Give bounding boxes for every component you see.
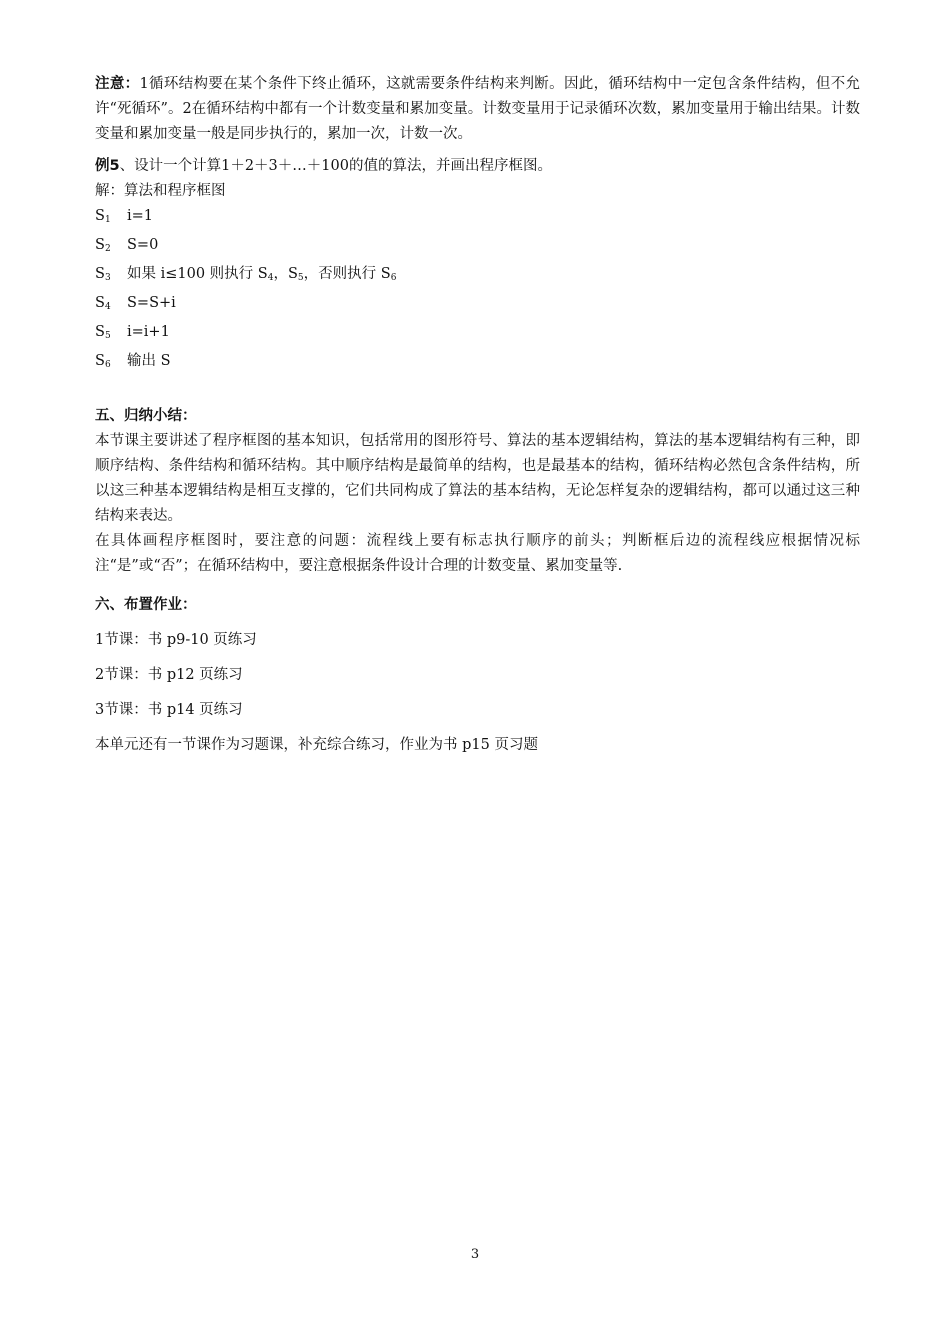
homework-item: 1节课：书 p9-10 页练习 — [95, 632, 257, 648]
section5-paragraph-2: 在具体画程序框图时，要注意的问题：流程线上要有标志执行顺序的前头；判断框后边的流程线应根据情况标注“是”或“否”；在循环结构中，要注意根据条件设计合理的计数变量、累加变量等. — [95, 533, 860, 574]
step-1-text: i=1 — [127, 208, 154, 224]
note-paragraph — [95, 72, 860, 147]
example5-title — [95, 154, 860, 179]
section6-heading: 六、布置作业： — [95, 597, 197, 613]
algorithm-steps — [95, 204, 860, 378]
step-4-text: S=S+i — [127, 295, 176, 311]
step-6: $S_6$ 输出 S — [95, 353, 171, 370]
example5-text: 、设计一个计算1＋2＋3＋…＋100的值的算法，并画出程序框图。 — [119, 158, 552, 174]
section5-paragraph-1: 本节课主要讲述了程序框图的基本知识，包括常用的图形符号、算法的基本逻辑结构，算法的基本逻辑结构有三种，即顺序结构、条件结构和循环结构。其中顺序结构是最简单的结构，也是最基本的结构，循环结构必然包含条件结构，所以这三种基本逻辑结构是相互支撑的，它们共同构成了算法的基本结构，无论怎样复杂的逻辑结构，都可以通过这三种结构来表达。 — [95, 433, 860, 524]
example5-label: 例5 — [95, 158, 120, 174]
page-content — [95, 72, 860, 758]
section5-heading: 五、归纳小结： — [95, 408, 197, 424]
step-5: $S_5$ i=i+1 — [95, 324, 170, 341]
example5-solution: 解：算法和程序框图 — [95, 183, 226, 199]
homework-item: 3节课：书 p14 页练习 — [95, 702, 243, 718]
step-5-text: i=i+1 — [127, 324, 170, 340]
note-label: 注意： — [95, 76, 140, 92]
homework-list — [95, 628, 860, 758]
homework-item: 本单元还有一节课作为习题课，补充综合练习，作业为书 p15 页习题 — [95, 737, 538, 753]
page-number: 3 — [470, 1247, 480, 1262]
note-text: 1循环结构要在某个条件下终止循环，这就需要条件结构来判断。因此，循环结构中一定包含条件结构，但不允许“死循环”。2在循环结构中都有一个计数变量和累加变量。计数变量用于记录循环次数，累加变量用于输出结果。计数变量和累加变量一般是同步执行的，累加一次，计数一次。 — [95, 76, 860, 142]
step-6-text: 输出 S — [127, 353, 171, 369]
step-2: $S_2$ S=0 — [95, 237, 159, 254]
step-3: $S_3$ 如果 i≤100 则执行 $S_4$，$S_5$，否则执行 $S_6$ — [95, 266, 397, 283]
step-3-text: 如果 i≤100 则执行 $S_4$，$S_5$，否则执行 $S_6$ — [127, 266, 397, 283]
step-4: $S_4$ S=S+i — [95, 295, 176, 312]
homework-item: 2节课：书 p12 页练习 — [95, 667, 243, 683]
step-2-text: S=0 — [127, 237, 159, 253]
step-1: $S_1$ i=1 — [95, 208, 154, 225]
